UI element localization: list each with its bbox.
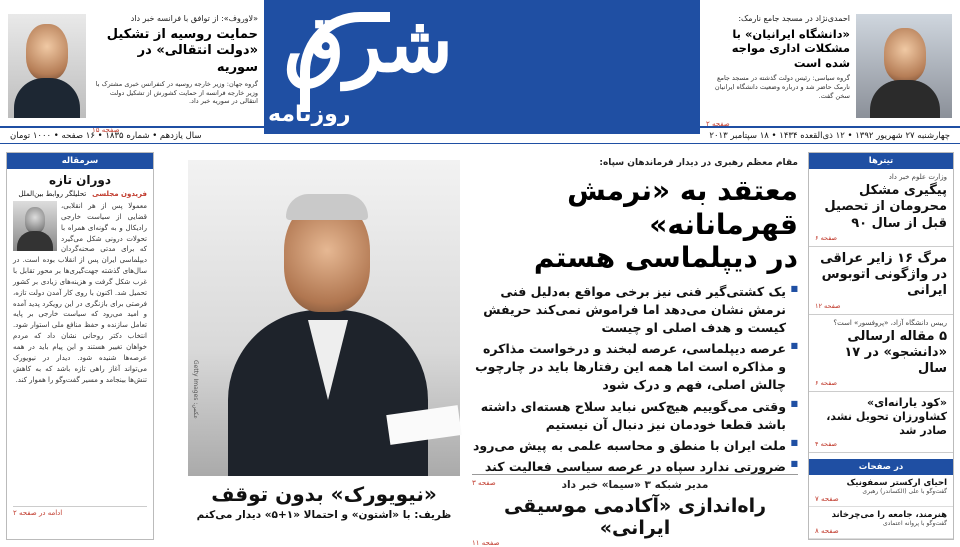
- inpages-item[interactable]: احیای ارکستر سمفونیک گفت‌وگو با علی (الکساندر) رهبری صفحه ۷: [809, 475, 953, 507]
- header-left-body: گروه جهان: وزیر خارجه روسیه در کنفرانس خبری مشترک با وزیر خارجه فرانسه از حمایت کشورش از تشکیل دولت انتقالی در سوریه خبر داد.: [95, 79, 258, 106]
- main-bullet: ■ ضرورتی ندارد سپاه در عرصه سیاسی فعالیت کند: [472, 458, 798, 476]
- photo-caption-sub: ظریف: با «اشتون» و احتمالا «۱+۵» دیدار می‌کنم: [196, 509, 452, 521]
- bottom-page: صفحه ۱۱: [472, 539, 500, 547]
- bottom-kicker: مدیر شبکه ۳ «سیما» خبر داد: [561, 479, 709, 491]
- masthead-subtitle: روزنامه: [268, 102, 351, 127]
- news-item[interactable]: «کود یارانه‌ای» کشاورزان تحویل نشد، صادر شد صفحه ۴: [809, 392, 953, 452]
- photo-caption[interactable]: [188, 482, 460, 538]
- inpages-header: در صفحات: [809, 459, 953, 475]
- main-page: صفحه ۳: [472, 479, 496, 488]
- header-left-tag: «لاوروف»: از توافق با فرانسه خبر داد: [130, 14, 258, 23]
- masthead-logo: شرق: [284, 0, 453, 90]
- editorial-author-note: تحلیلگر روابط بین‌الملل: [18, 190, 87, 198]
- dateline-issue: سال یازدهم • شماره ۱۸۳۵ • ۱۶ صفحه • ۱۰۰۰ تومان: [10, 130, 202, 141]
- photo-credit: عکس: Getty Images: [192, 360, 199, 419]
- news-item[interactable]: رییس دانشگاه آزاد، «پروفسور» است؟ ۵ مقاله ارسالی «دانشجو» در ۱۷ سال صفحه ۶: [809, 315, 953, 393]
- main-headline-2: در دیپلماسی هستم: [533, 241, 798, 275]
- inpages-item[interactable]: هنرمند، جامعه را می‌چرخاند گفت‌وگو با پروانه اعتمادی صفحه ۸: [809, 507, 953, 539]
- header-right-title: «دانشگاه ایرانیان» با مشکلات اداری مواجه شده است: [731, 27, 850, 70]
- editorial-column[interactable]: [6, 152, 154, 540]
- photo-caption-title: «نیویورک» بدون توقف: [211, 482, 437, 506]
- editorial-author: فریدون مجلسی: [92, 190, 147, 198]
- right-column: [808, 152, 954, 540]
- dateline-date: چهارشنبه ۲۷ شهریور ۱۳۹۲ • ۱۲ ذی‌القعده ۱۴۳۴ • ۱۸ سپتامبر ۲۰۱۳: [709, 130, 950, 141]
- bottom-title: راه‌اندازی «آکادمی موسیقی ایرانی»: [503, 495, 767, 539]
- news-item[interactable]: مرگ ۱۶ زایر عراقی در واژگونی اتوبوس ایرانی صفحه ۱۲: [809, 247, 953, 315]
- lavrov-photo: [8, 14, 86, 118]
- header-right-story[interactable]: [706, 14, 952, 129]
- ahmadinejad-photo: [856, 14, 952, 118]
- main-headline-1: معتقد به «نرمش قهرمانانه»: [567, 174, 798, 241]
- news-item[interactable]: وزارت علوم خبر داد پیگیری مشکل محرومان از تحصیل قبل از سال ۹۰ صفحه ۶: [809, 169, 953, 247]
- right-column-header: تیترها: [809, 153, 953, 169]
- editorial-body: معمولا پس از هر انقلابی، قضایی از سیاست خارجی رادیکال و به گونه‌ای همراه با تحولات درونی شکل می‌گیرد که برای مدتی صحنه‌گردان دیپلماسی ایران پس از انقلاب بوده است. در سال‌های گذشته جهت‌گیری‌ها بر محور تقابل با غرب شکل گرفت و هزینه‌های زیادی بر کشور تحمیل شد. اکنون با روی کار آمدن دولت تازه، فرصتی برای بازنگری در این رویکرد پدید آمده و امید می‌رود که سیاست خارجی بر پایه تعامل سازنده و حفظ منافع ملی استوار شود. انتخاب دکتر روحانی نشان داد که مردم خواهان تغییر هستند و این پیام باید در همه عرصه‌ها شنیده شود. دیدار در نیویورک می‌تواند آغاز راهی تازه باشد که به کاهش تنش‌ها بینجامد و مسیر گفت‌وگو را هموار کند.: [13, 202, 147, 384]
- editorial-title: دوران تازه: [48, 173, 112, 187]
- header-right-page: صفحه ۲: [706, 120, 730, 129]
- zarif-photo: [188, 160, 460, 476]
- main-kicker: مقام معظم رهبری در دیدار فرماندهان سپاه:: [599, 158, 798, 168]
- bottom-story[interactable]: [472, 474, 798, 547]
- author-photo: [13, 201, 57, 251]
- main-bullet: ■ ملت ایران با منطق و محاسبه علمی به پیش می‌رود: [472, 437, 798, 455]
- main-bullet: ■ وقتی می‌گوییم هیچ‌کس نباید سلاح هسته‌ای داشته باشد قطعا خودمان نیز دنبال آن نیستیم: [472, 398, 798, 434]
- header-right-body: گروه سیاسی: رئیس دولت گذشته در مسجد جامع نارمک حاضر شد و درباره وضعیت دانشگاه ایرانیان سخن گفت.: [714, 74, 850, 100]
- header-left-page: صفحه ۱۵: [92, 125, 120, 134]
- editorial-header: سرمقاله: [7, 153, 153, 169]
- editorial-continued: ادامه در صفحه ۲: [13, 506, 147, 517]
- main-bullet: ■ عرصه دیپلماسی، عرصه لبخند و درخواست مذاکره و مذاکره است اما همه این رفتارها باید در چارچوب چالش اصلی، فهم و درک شود: [472, 340, 798, 394]
- header-left-title: حمایت روسیه از تشکیل «دولت انتقالی» در سوریه: [106, 27, 258, 75]
- masthead: [264, 0, 700, 134]
- dateline: [0, 126, 960, 144]
- header-left-story[interactable]: [8, 14, 258, 134]
- header-right-tag: احمدی‌نژاد در مسجد جامع نارمک:: [738, 14, 850, 23]
- main-bullet: ■ یک کشتی‌گیر فنی نیز برخی مواقع به‌دلیل فنی نرمش نشان می‌دهد اما فراموش نمی‌کند حریفش کیست و هدف اصلی او چیست: [472, 283, 798, 337]
